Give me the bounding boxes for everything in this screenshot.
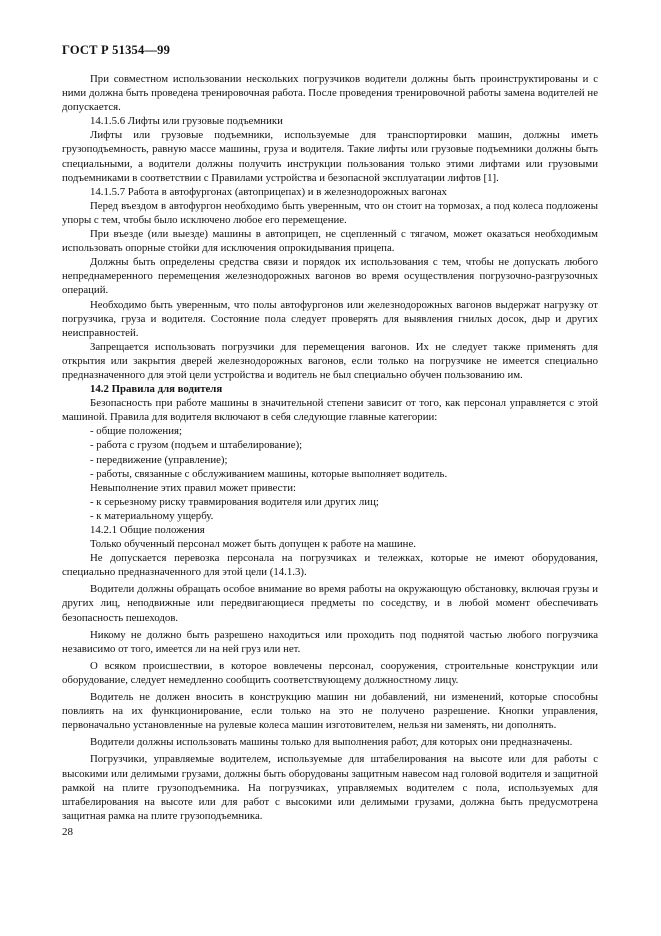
paragraph: Водители должны использовать машины только для выполнения работ, для которых они предназначены. bbox=[90, 736, 573, 749]
paragraph: Лифты или грузовые подъемники, используемые для транспортировки машин, должны иметь грузоподъемность, равную массе машины, груза и водителя. Такие лифты или грузовые подъемники должны быть специальными, а водители должны получить инструкции пользования только этими лифтами или грузовыми подъемниками в соответствии с Правилами устройства и безопасной эксплуатации лифтов [1]. bbox=[62, 129, 598, 184]
list-item: - к серьезному риску травмирования водителя или других лиц; bbox=[90, 495, 379, 508]
paragraph: При въезде (или выезде) машины в автоприцеп, не сцепленный с тягачом, может оказаться необходимым использовать опорные стойки для исключения опрокидывания прицепа. bbox=[62, 228, 598, 255]
paragraph: Запрещается использовать погрузчики для перемещения вагонов. Их не следует также применять для открытия или закрытия дверей железнодорожных вагонов, если только на погрузчике не имеется специально предназначенного для этой цели устройства и водитель не был специально обучен пользованию им. bbox=[62, 340, 598, 381]
section-heading: 14.2 Правила для водителя bbox=[90, 383, 223, 396]
paragraph: При совместном использовании нескольких погрузчиков водители должны быть проинструктированы и с ними должна быть проведена тренировочная работа. После проведения тренировочной работы замена водителей не допускается. bbox=[62, 73, 598, 114]
paragraph: О всяком происшествии, в которое вовлечены персонал, сооружения, строительные конструкции или оборудование, следует немедленно сообщить соответствующему должностному лицу. bbox=[62, 659, 598, 686]
list-item: - передвижение (управление); bbox=[90, 453, 228, 466]
paragraph: Должны быть определены средства связи и порядок их использования с тем, чтобы не допускать любого непреднамеренного перемещения железнодорожных вагонов во время осуществления погрузочно-разгрузочных операций. bbox=[62, 256, 598, 297]
paragraph: Невыполнение этих правил может привести: bbox=[90, 481, 296, 494]
subsection-heading: 14.1.5.7 Работа в автофургонах (автоприцепах) и в железнодорожных вагонах bbox=[90, 185, 447, 198]
list-item: - к материальному ущербу. bbox=[90, 509, 214, 522]
page-number: 28 bbox=[62, 826, 73, 838]
list-item: - работы, связанные с обслуживанием машины, которые выполняет водитель. bbox=[90, 467, 448, 480]
document-body bbox=[62, 72, 598, 823]
list-item: - работа с грузом (подъем и штабелирование); bbox=[90, 439, 303, 452]
paragraph: Перед въездом в автофургон необходимо быть уверенным, что он стоит на тормозах, а под колеса подложены упоры с тем, чтобы было исключено любое его перемещение. bbox=[62, 199, 598, 226]
subsection-heading: 14.2.1 Общие положения bbox=[90, 524, 205, 536]
subsection-heading: 14.1.5.6 Лифты или грузовые подъемники bbox=[90, 115, 283, 128]
paragraph: Необходимо быть уверенным, что полы автофургонов или железнодорожных вагонов выдержат нагрузку от погрузчика, груза и водителя. Состояние пола следует проверять для выявления гнилых досок, дыр и других неисправностей. bbox=[62, 298, 598, 339]
paragraph: Никому не должно быть разрешено находиться или проходить под поднятой частью любого погрузчика независимо от того, имеется ли на ней груз или нет. bbox=[62, 628, 598, 655]
paragraph: Водитель не должен вносить в конструкцию машин ни добавлений, ни изменений, которые способны повлиять на их функционирование, если только на это не получено разрешение. Кнопки управления, первоначально установленные на рулевые колеса машин изготовителем, нельзя ни заменять, ни дополнять. bbox=[62, 691, 598, 732]
list-item: - общие положения; bbox=[90, 425, 182, 438]
document-header: ГОСТ Р 51354—99 bbox=[62, 43, 171, 57]
paragraph: Не допускается перевозка персонала на погрузчиках и тележках, которые не имеют оборудования, специально предназначенного для этой цели (14.1.3). bbox=[62, 552, 598, 579]
paragraph: Водители должны обращать особое внимание во время работы на окружающую обстановку, включая грузы и других лиц, неподвижные или передвигающиеся предметы по соседству, и в любой момент обеспечивать безопасность пешеходов. bbox=[62, 583, 598, 624]
paragraph: Безопасность при работе машины в значительной степени зависит от того, как персонал управляется с этой машиной. Правила для водителя включают в себя следующие главные категории: bbox=[62, 397, 598, 424]
paragraph: Погрузчики, управляемые водителем, используемые для штабелирования на высоте или для работы с высокими или делимыми грузами, должны быть оборудованы защитным навесом над головой водителя и защитной рамкой на плите грузоподъемника. На погрузчиках, управляемых водителем с пола, используемых для штабелирования на высоте или для работ с высокими или делимыми грузами, должна быть предусмотрена защитная рамка на плите грузоподъемника. bbox=[62, 753, 598, 822]
paragraph: Только обученный персонал может быть допущен к работе на машине. bbox=[90, 538, 416, 551]
